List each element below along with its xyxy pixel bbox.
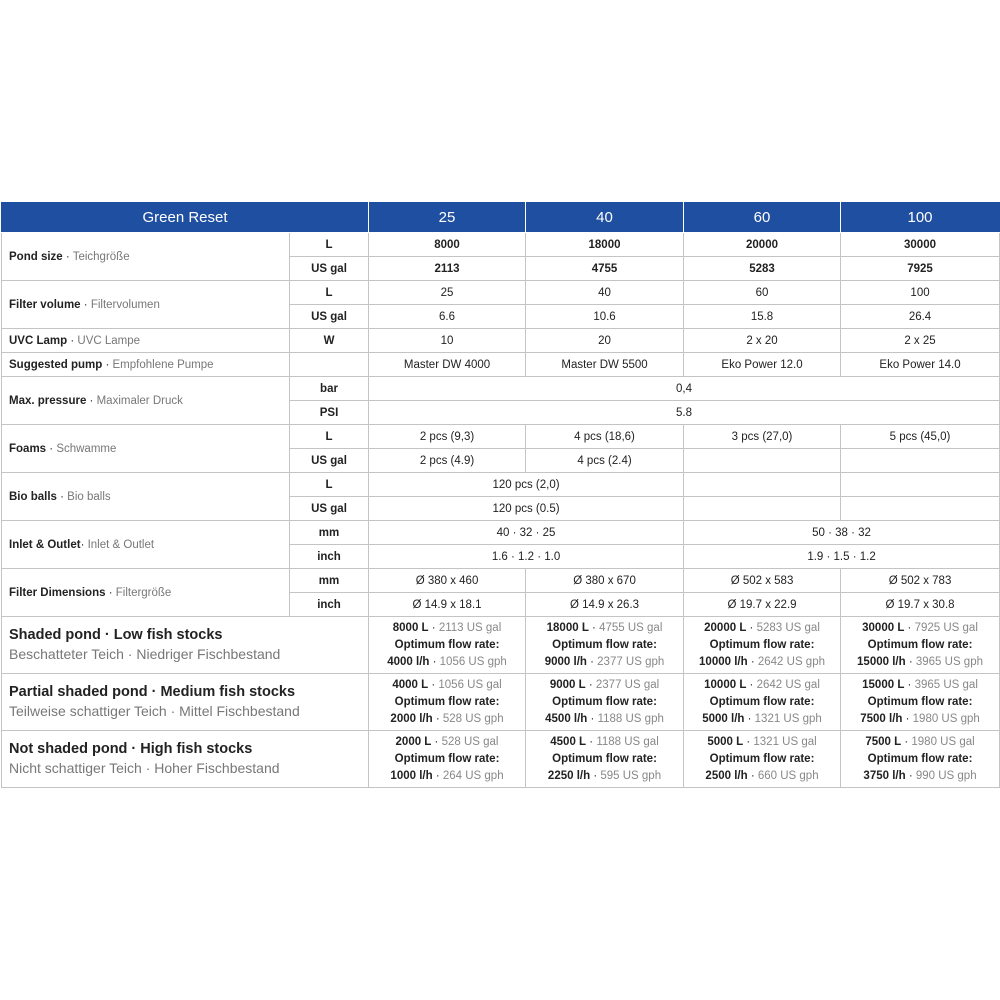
label-en: Filter volume: [9, 298, 81, 311]
pond-volume-line: 15000 L · 3965 US gal: [862, 678, 978, 691]
pond-volume-line: 20000 L · 5283 US gal: [704, 621, 820, 634]
flow-rate-gph: 2377 US gph: [597, 655, 665, 668]
flow-rate-line: 7500 l/h · 1980 US gph: [860, 712, 980, 725]
value-cell: 25: [369, 281, 526, 305]
flow-label-line: [369, 751, 525, 768]
filter-dimensions-row: [2, 569, 1000, 593]
filter-volume-row: [2, 281, 1000, 305]
label-de: Filtergröße: [115, 586, 172, 599]
label-de: Inlet & Outlet: [87, 538, 155, 551]
value-cell: 5.8: [369, 401, 1000, 425]
pond-volume: 15000 L: [862, 678, 905, 691]
label-en: Foams: [9, 442, 47, 455]
value-cell: 20: [526, 329, 684, 353]
label-de: Filtervolumen: [90, 298, 160, 311]
flow-rate-line: 4500 l/h · 1188 US gph: [545, 712, 664, 725]
pond-volume-line: 9000 L · 2377 US gal: [549, 678, 660, 691]
value-cell: 7925: [841, 257, 1000, 281]
pond-volume-gal: 1188 US gal: [596, 735, 659, 748]
flow-label: Optimum flow rate:: [709, 752, 815, 765]
row-label: Foams · Schwamme: [2, 425, 290, 473]
flow-rate-line: 1000 l/h · 264 US gph: [390, 769, 504, 782]
pond-volume: 2000 L: [395, 735, 432, 748]
flow-rate-gph: 1056 US gph: [439, 655, 507, 668]
value-cell: 2 pcs (9,3): [369, 425, 526, 449]
pond-volume-gal: 1321 US gal: [753, 735, 817, 748]
label-de: UVC Lampe: [77, 334, 141, 347]
pond-row: [2, 674, 1000, 731]
flow-label-line: [526, 694, 683, 711]
value-cell: 3 pcs (27,0): [684, 425, 841, 449]
flow-rate: 7500 l/h: [860, 712, 903, 725]
flow-rate-line: 5000 l/h · 1321 US gph: [702, 712, 822, 725]
flow-rate: 10000 l/h: [699, 655, 748, 668]
label-de: Schwamme: [56, 442, 117, 455]
value-cell: Ø 502 x 583: [684, 569, 841, 593]
value-cell: 30000: [841, 233, 1000, 257]
flow-rate-line: 2250 l/h · 595 US gph: [547, 769, 662, 782]
flow-rate-line: 2000 l/h · 528 US gph: [390, 712, 504, 725]
value-cell: [841, 449, 1000, 473]
flow-rate: 2250 l/h: [547, 769, 591, 782]
row-label: Inlet & Outlet· Inlet & Outlet: [2, 521, 290, 569]
value-cell: [684, 449, 841, 473]
unit-cell: L: [290, 233, 369, 257]
unit-cell: PSI: [290, 401, 369, 425]
flow-label: Optimum flow rate:: [709, 638, 815, 651]
label-de: Empfohlene Pumpe: [112, 358, 214, 371]
value-cell: [684, 473, 841, 497]
value-cell: 120 pcs (2,0): [369, 473, 684, 497]
pond-volume-gal: 2113 US gal: [438, 621, 502, 634]
pond-label: [2, 617, 369, 674]
pond-title: Not shaded pond · High fish stocks: [9, 741, 253, 757]
flow-cell: [369, 674, 526, 731]
flow-cell: [526, 617, 684, 674]
label-en: Filter Dimensions: [9, 586, 106, 599]
value-cell: Master DW 4000: [369, 353, 526, 377]
uvc-lamp-row: [2, 329, 1000, 353]
flow-rate-gph: 3965 US gph: [915, 655, 983, 668]
unit-cell: L: [290, 425, 369, 449]
flow-rate-line: 15000 l/h · 3965 US gph: [857, 655, 983, 668]
unit-cell: mm: [290, 521, 369, 545]
flow-rate-gph: 528 US gph: [442, 712, 504, 725]
value-cell: 2 x 20: [684, 329, 841, 353]
pond-volume-line: 7500 L · 1980 US gal: [865, 735, 975, 748]
pond-volume-gal: 2642 US gal: [756, 678, 820, 691]
value-cell: 50 · 38 · 32: [684, 521, 1000, 545]
pond-label: [2, 731, 369, 788]
flow-label: Optimum flow rate:: [394, 695, 500, 708]
value-cell: 100: [841, 281, 1000, 305]
pond-volume-line: 18000 L · 4755 US gal: [546, 621, 663, 634]
flow-rate: 5000 l/h: [702, 712, 745, 725]
flow-label-line: [684, 751, 840, 768]
row-label: Filter volume · Filtervolumen: [2, 281, 290, 329]
flow-rate-line: 4000 l/h · 1056 US gph: [387, 655, 507, 668]
value-cell: 15.8: [684, 305, 841, 329]
value-cell: [841, 473, 1000, 497]
flow-cell: [841, 617, 1000, 674]
value-cell: 4 pcs (18,6): [526, 425, 684, 449]
flow-rate-gph: 660 US gph: [757, 769, 819, 782]
pond-volume-line: 30000 L · 7925 US gal: [862, 621, 978, 634]
pond-volume-gal: 5283 US gal: [756, 621, 820, 634]
foams-row: [2, 425, 1000, 449]
unit-cell: L: [290, 281, 369, 305]
value-cell: 1.9 · 1.5 · 1.2: [684, 545, 1000, 569]
pond-title: Shaded pond · Low fish stocks: [9, 627, 223, 643]
row-label: Suggested pump · Empfohlene Pumpe: [2, 353, 290, 377]
flow-rate-line: 9000 l/h · 2377 US gph: [544, 655, 665, 668]
pond-title-de: Teilweise schattiger Teich · Mittel Fischbestand: [9, 703, 300, 719]
value-cell: 2113: [369, 257, 526, 281]
value-cell: 2 pcs (4.9): [369, 449, 526, 473]
value-cell: Ø 380 x 460: [369, 569, 526, 593]
flow-label-line: [526, 751, 683, 768]
flow-label-line: [526, 637, 683, 654]
row-label: UVC Lamp · UVC Lampe: [2, 329, 290, 353]
flow-label-line: [369, 637, 525, 654]
flow-label-line: [684, 694, 840, 711]
pond-volume-gal: 1056 US gal: [438, 678, 502, 691]
pond-volume-line: 2000 L · 528 US gal: [395, 735, 499, 748]
pond-volume: 5000 L: [707, 735, 744, 748]
label-en: Suggested pump: [9, 358, 103, 371]
pond-label: [2, 674, 369, 731]
flow-label-line: [684, 637, 840, 654]
flow-rate-gph: 595 US gph: [600, 769, 662, 782]
value-cell: 10: [369, 329, 526, 353]
label-en: UVC Lamp: [9, 334, 68, 347]
flow-rate-gph: 1188 US gph: [597, 712, 664, 725]
value-cell: Eko Power 14.0: [841, 353, 1000, 377]
inlet-outlet-row: [2, 521, 1000, 545]
flow-rate: 3750 l/h: [863, 769, 906, 782]
model-header: 100: [841, 202, 1000, 233]
flow-rate-line: 2500 l/h · 660 US gph: [705, 769, 819, 782]
row-label: Filter Dimensions · Filtergröße: [2, 569, 290, 617]
pond-volume-gal: 2377 US gal: [595, 678, 660, 691]
value-cell: 4755: [526, 257, 684, 281]
header-row: [2, 202, 1000, 233]
max-pressure-row: [2, 377, 1000, 401]
row-label: Pond size · Teichgröße: [2, 233, 290, 281]
pond-volume-gal: 1980 US gal: [911, 735, 975, 748]
flow-cell: [841, 731, 1000, 788]
value-cell: 5 pcs (45,0): [841, 425, 1000, 449]
flow-label-line: [841, 751, 999, 768]
bio-balls-row: [2, 473, 1000, 497]
value-cell: [841, 497, 1000, 521]
flow-rate-gph: 1321 US gph: [754, 712, 822, 725]
value-cell: 6.6: [369, 305, 526, 329]
value-cell: 40 · 32 · 25: [369, 521, 684, 545]
flow-label: Optimum flow rate:: [394, 752, 500, 765]
value-cell: Ø 19.7 x 22.9: [684, 593, 841, 617]
pond-volume-gal: 7925 US gal: [914, 621, 978, 634]
flow-cell: [526, 674, 684, 731]
value-cell: Eko Power 12.0: [684, 353, 841, 377]
value-cell: 18000: [526, 233, 684, 257]
flow-label: Optimum flow rate:: [709, 695, 815, 708]
model-header: 60: [684, 202, 841, 233]
pond-volume: 4000 L: [392, 678, 429, 691]
pond-row: [2, 731, 1000, 788]
flow-cell: [684, 617, 841, 674]
flow-rate-gph: 264 US gph: [442, 769, 504, 782]
spec-table: [1, 202, 1000, 788]
pond-volume: 8000 L: [392, 621, 429, 634]
value-cell: 10.6: [526, 305, 684, 329]
pond-volume: 20000 L: [704, 621, 747, 634]
flow-rate: 15000 l/h: [857, 655, 906, 668]
model-header: 25: [369, 202, 526, 233]
unit-cell: inch: [290, 593, 369, 617]
suggested-pump-row: [2, 353, 1000, 377]
value-cell: 8000: [369, 233, 526, 257]
pond-volume-gal: 528 US gal: [441, 735, 499, 748]
pond-volume: 9000 L: [549, 678, 586, 691]
value-cell: 2 x 25: [841, 329, 1000, 353]
flow-cell: [369, 617, 526, 674]
value-cell: Ø 14.9 x 18.1: [369, 593, 526, 617]
flow-rate-gph: 1980 US gph: [912, 712, 980, 725]
unit-cell: US gal: [290, 449, 369, 473]
unit-cell: [290, 353, 369, 377]
value-cell: 5283: [684, 257, 841, 281]
value-cell: 120 pcs (0.5): [369, 497, 684, 521]
value-cell: 1.6 · 1.2 · 1.0: [369, 545, 684, 569]
pond-volume-line: 4500 L · 1188 US gal: [550, 735, 659, 748]
flow-label: Optimum flow rate:: [552, 638, 657, 651]
flow-rate: 1000 l/h: [390, 769, 433, 782]
pond-volume: 7500 L: [865, 735, 902, 748]
pond-title-de: Nicht schattiger Teich · Hoher Fischbestand: [9, 760, 280, 776]
pond-volume-line: 5000 L · 1321 US gal: [707, 735, 817, 748]
flow-cell: [684, 731, 841, 788]
flow-cell: [526, 731, 684, 788]
pond-recommendations: [2, 617, 1000, 788]
flow-label: Optimum flow rate:: [552, 752, 657, 765]
value-cell: 60: [684, 281, 841, 305]
pond-volume-gal: 3965 US gal: [914, 678, 978, 691]
flow-rate-line: 10000 l/h · 2642 US gph: [699, 655, 825, 668]
flow-label: Optimum flow rate:: [394, 638, 500, 651]
flow-rate-gph: 990 US gph: [915, 769, 977, 782]
label-de: Bio balls: [67, 490, 111, 503]
pond-size-row: [2, 233, 1000, 257]
label-en: Inlet & Outlet: [9, 538, 81, 551]
flow-rate: 2000 l/h: [390, 712, 433, 725]
pond-volume: 30000 L: [862, 621, 905, 634]
value-cell: Ø 380 x 670: [526, 569, 684, 593]
pond-volume: 10000 L: [704, 678, 747, 691]
value-cell: 0,4: [369, 377, 1000, 401]
unit-cell: US gal: [290, 305, 369, 329]
flow-cell: [841, 674, 1000, 731]
unit-cell: mm: [290, 569, 369, 593]
row-label: Max. pressure · Maximaler Druck: [2, 377, 290, 425]
pond-volume-line: 8000 L · 2113 US gal: [392, 621, 502, 634]
value-cell: 4 pcs (2.4): [526, 449, 684, 473]
pond-volume: 18000 L: [546, 621, 589, 634]
product-name-header: Green Reset: [2, 202, 369, 233]
label-de: Teichgröße: [72, 250, 130, 263]
value-cell: 26.4: [841, 305, 1000, 329]
pond-volume-line: 4000 L · 1056 US gal: [392, 678, 502, 691]
flow-cell: [684, 674, 841, 731]
row-label: Bio balls · Bio balls: [2, 473, 290, 521]
unit-cell: bar: [290, 377, 369, 401]
value-cell: Master DW 5500: [526, 353, 684, 377]
pond-volume: 4500 L: [550, 735, 587, 748]
flow-label: Optimum flow rate:: [552, 695, 657, 708]
unit-cell: L: [290, 473, 369, 497]
value-cell: Ø 19.7 x 30.8: [841, 593, 1000, 617]
flow-rate: 4000 l/h: [387, 655, 430, 668]
flow-rate: 4500 l/h: [545, 712, 588, 725]
model-header: 40: [526, 202, 684, 233]
unit-cell: US gal: [290, 497, 369, 521]
flow-rate: 2500 l/h: [705, 769, 748, 782]
flow-label-line: [841, 694, 999, 711]
flow-rate-gph: 2642 US gph: [757, 655, 825, 668]
value-cell: Ø 14.9 x 26.3: [526, 593, 684, 617]
value-cell: 20000: [684, 233, 841, 257]
label-en: Max. pressure: [9, 394, 87, 407]
unit-cell: US gal: [290, 257, 369, 281]
flow-rate: 9000 l/h: [544, 655, 587, 668]
flow-label-line: [369, 694, 525, 711]
unit-cell: inch: [290, 545, 369, 569]
value-cell: [684, 497, 841, 521]
label-de: Maximaler Druck: [96, 394, 183, 407]
flow-cell: [369, 731, 526, 788]
pond-volume-line: 10000 L · 2642 US gal: [704, 678, 820, 691]
value-cell: 40: [526, 281, 684, 305]
pond-title-de: Beschatteter Teich · Niedriger Fischbestand: [9, 646, 281, 662]
flow-rate-line: 3750 l/h · 990 US gph: [863, 769, 977, 782]
flow-label-line: [841, 637, 999, 654]
label-en: Pond size: [9, 250, 63, 263]
unit-cell: W: [290, 329, 369, 353]
flow-label: Optimum flow rate:: [867, 638, 973, 651]
value-cell: Ø 502 x 783: [841, 569, 1000, 593]
label-en: Bio balls: [9, 490, 57, 503]
pond-volume-gal: 4755 US gal: [599, 621, 663, 634]
flow-label: Optimum flow rate:: [867, 695, 973, 708]
pond-row: [2, 617, 1000, 674]
pond-title: Partial shaded pond · Medium fish stocks: [9, 684, 296, 700]
flow-label: Optimum flow rate:: [867, 752, 973, 765]
